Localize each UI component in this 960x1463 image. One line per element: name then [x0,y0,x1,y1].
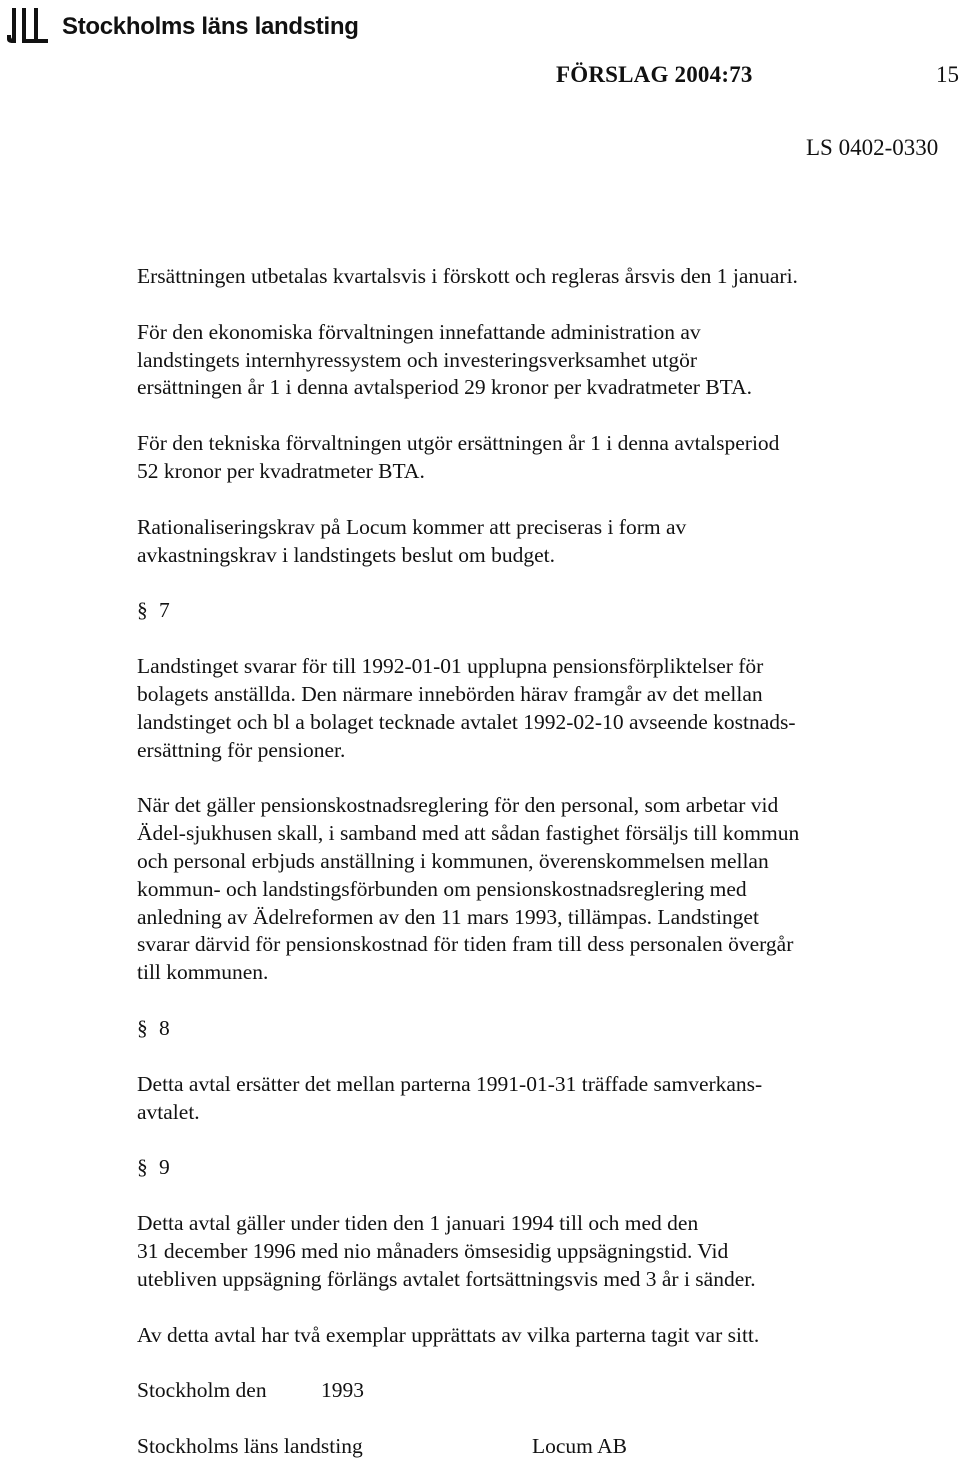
paragraph-economic-management [137,319,942,402]
text-line: landstinget och bl a bolaget tecknade avtalet 1992-02-10 avseende kostnads- [137,709,796,734]
text-line: bolagets anställda. Den närmare innebörden härav framgår av det mellan [137,681,763,706]
text-line: utebliven uppsägning förlängs avtalet fortsättningsvis med 3 år i sänder. [137,1266,756,1291]
section-number: 8 [159,1015,170,1040]
text-line: till kommunen. [137,960,269,985]
paragraph-replaces-agreement [137,1071,942,1127]
text-line: Rationaliseringskrav på Locum kommer att preciseras i form av [137,514,687,539]
text-line: Landstinget svarar för till 1992-01-01 upplupna pensionsförpliktelser för [137,654,764,679]
text-line: och personal erbjuds anställning i kommunen, överenskommelsen mellan [137,848,769,873]
text-line: 52 kronor per kvadratmeter BTA. [137,458,425,483]
document-reference: LS 0402-0330 [806,135,939,160]
section-heading-8 [137,1015,942,1043]
text-line: ersättningen år 1 i denna avtalsperiod 29 kronor per kvadratmeter BTA. [137,375,752,400]
paragraph-payment: Ersättningen utbetalas kvartalsvis i förskott och regleras årsvis den 1 januari. [137,264,798,288]
section-heading-9 [137,1154,942,1182]
text-line: 31 december 1996 med nio månaders ömsesidig uppsägningstid. Vid [137,1238,729,1263]
section-symbol: § [137,1015,148,1040]
text-line: För den tekniska förvaltningen utgör ersättningen år 1 i denna avtalsperiod [137,431,780,456]
section-heading-7 [137,597,942,625]
text-line: svarar därvid för pensionskostnad för tiden fram till dess personalen övergår [137,932,794,957]
text-line: anledning av Ädelreformen av den 11 mars 1993, tillämpas. Landstinget [137,904,759,929]
section-symbol: § [137,598,148,623]
text-line: Detta avtal gäller under tiden den 1 januari 1994 till och med den [137,1211,699,1236]
text-line: landstingets internhyressystem och investeringsverksamhet utgör [137,347,698,372]
signatory-right: Locum AB [532,1434,627,1459]
logo-text: Stockholms läns landsting [62,13,359,40]
paragraph-technical-management [137,430,942,486]
paragraph-rationalization [137,514,942,570]
text-line: kommun- och landstingsförbunden om pensionskostnadsreglering med [137,876,747,901]
section-symbol: § [137,1155,148,1180]
signatory-left: Stockholms läns landsting [137,1434,363,1459]
paragraph-pension-regulation [137,792,942,987]
organization-logo [4,4,359,46]
text-line: För den ekonomiska förvaltningen innefattande administration av [137,319,701,344]
text-line: Detta avtal ersätter det mellan parterna 1991-01-31 träffade samverkans- [137,1071,763,1096]
paragraph-pension-obligations [137,653,942,764]
text-line: När det gäller pensionskostnadsreglering för den personal, som arbetar vid [137,793,779,818]
text-line: ersättning för pensioner. [137,737,346,762]
document-body [137,263,942,1461]
text-line: avkastningskrav i landstingets beslut om budget. [137,542,556,567]
place-and-date [137,1377,942,1405]
text-line: Ädel-sjukhusen skall, i samband med att sådan fastighet försäljs till kommun [137,821,800,846]
section-number: 9 [159,1155,170,1180]
paragraph-agreement-term [137,1210,942,1293]
document-title: FÖRSLAG 2004:73 [556,62,753,87]
signatories [137,1433,942,1461]
text-line: avtalet. [137,1099,200,1124]
sll-logo-icon [4,5,52,45]
place-label: Stockholm den [137,1378,267,1403]
page-number: 15 [936,62,959,87]
paragraph-copies: Av detta avtal har två exemplar upprättats av vilka parterna tagit var sitt. [137,1322,760,1347]
section-number: 7 [159,598,170,623]
year: 1993 [321,1378,364,1403]
